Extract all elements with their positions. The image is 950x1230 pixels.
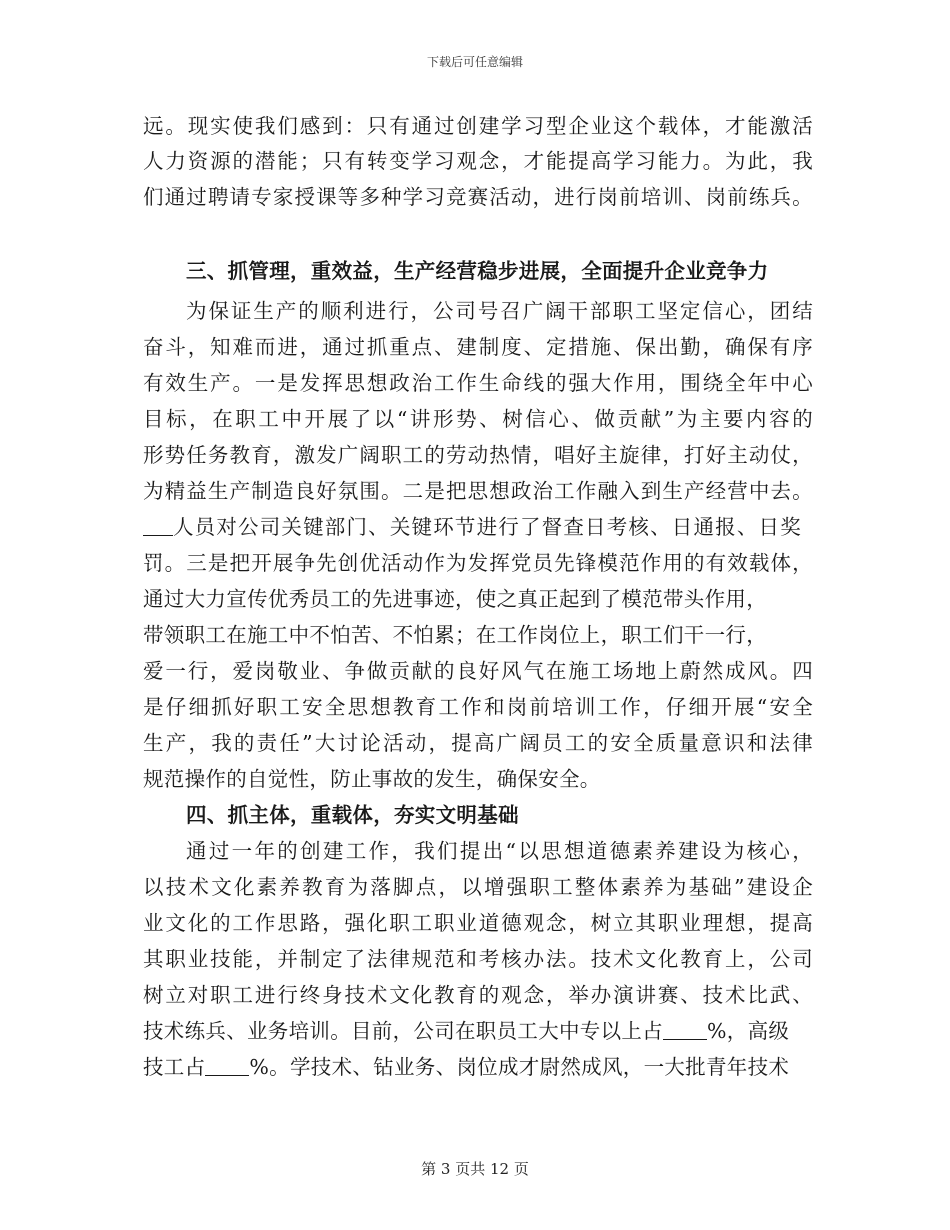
body-line: 爱一行，爱岗敬业、争做贡献的良好风气在施工场地上蔚然成风。四 [143, 659, 813, 683]
body-line: 奋斗，知难而进，通过抓重点、建制度、定措施、保出勤，确保有序 [143, 335, 813, 359]
body-line: 罚。三是把开展争先创优活动作为发挥党员先锋模范作用的有效载体， [143, 551, 813, 575]
body-line: 是仔细抓好职工安全思想教育工作和岗前培训工作，仔细开展“安全 [143, 695, 813, 719]
body-line-text: 技术练兵、业务培训。目前，公司在职员工大中专以上占 [143, 1019, 663, 1043]
body-line-text: 技工占 [143, 1055, 206, 1079]
page-header-note: 下载后可任意编辑 [426, 55, 523, 69]
body-line: 远。现实使我们感到：只有通过创建学习型企业这个载体，才能激活 [143, 114, 813, 138]
body-line [143, 1053, 813, 1081]
section-heading: 三、抓管理，重效益，生产经营稳步进展，全面提升企业竞争力 [186, 259, 769, 283]
body-line: 目标，在职工中开展了以“讲形势、树信心、做贡献”为主要内容的 [143, 407, 813, 431]
page-number: 第 3 页共 12 页 [421, 1160, 529, 1178]
body-line: 为精益生产制造良好氛围。二是把思想政治工作融入到生产经营中去。 [143, 479, 813, 503]
body-line [143, 513, 813, 541]
body-line: 为保证生产的顺利进行，公司号召广阔干部职工坚定信心，团结 [186, 299, 813, 323]
body-line: 业文化的工作思路，强化职工职业道德观念，树立其职业理想，提高 [143, 911, 813, 935]
fill-in-blank [143, 515, 173, 536]
body-line: 树立对职工进行终身技术文化教育的观念，举办演讲赛、技术比武、 [143, 983, 813, 1007]
body-line: 以技术文化素养教育为落脚点，以增强职工整体素养为基础”建设企 [143, 875, 813, 899]
fill-in-blank [205, 1055, 249, 1076]
body-line: 通过一年的创建工作，我们提出“以思想道德素养建设为核心， [186, 839, 813, 863]
body-line: 其职业技能，并制定了法律规范和考核办法。技术文化教育上，公司 [143, 947, 813, 971]
body-line-text: %，高级 [707, 1019, 790, 1043]
fill-in-blank [663, 1019, 707, 1040]
body-line-text: %。学技术、钻业务、岗位成才尉然成风，一大批青年技术 [249, 1055, 790, 1079]
body-line: 生产，我的责任”大讨论活动，提高广阔员工的安全质量意识和法律 [143, 731, 813, 755]
body-line: 形势任务教育，激发广阔职工的劳动热情，唱好主旋律，打好主动仗， [143, 443, 813, 467]
body-line-text: 人员对公司关键部门、关键环节进行了督查日考核、日通报、日奖 [173, 515, 801, 539]
body-line: 们通过聘请专家授课等多种学习竞赛活动，进行岗前培训、岗前练兵。 [143, 185, 813, 209]
body-line: 人力资源的潜能；只有转变学习观念，才能提高学习能力。为此，我 [143, 149, 813, 173]
body-line: 有效生产。一是发挥思想政治工作生命线的强大作用，围绕全年中心 [143, 371, 813, 395]
body-line: 通过大力宣传优秀员工的先进事迹，使之真正起到了模范带头作用， [143, 587, 767, 611]
body-line: 规范操作的自觉性，防止事故的发生，确保安全。 [143, 767, 601, 791]
body-line [143, 1017, 813, 1045]
body-line: 带领职工在施工中不怕苦、不怕累；在工作岗位上，职工们干一行， [143, 623, 767, 647]
section-heading: 四、抓主体，重载体，夯实文明基础 [186, 803, 519, 827]
